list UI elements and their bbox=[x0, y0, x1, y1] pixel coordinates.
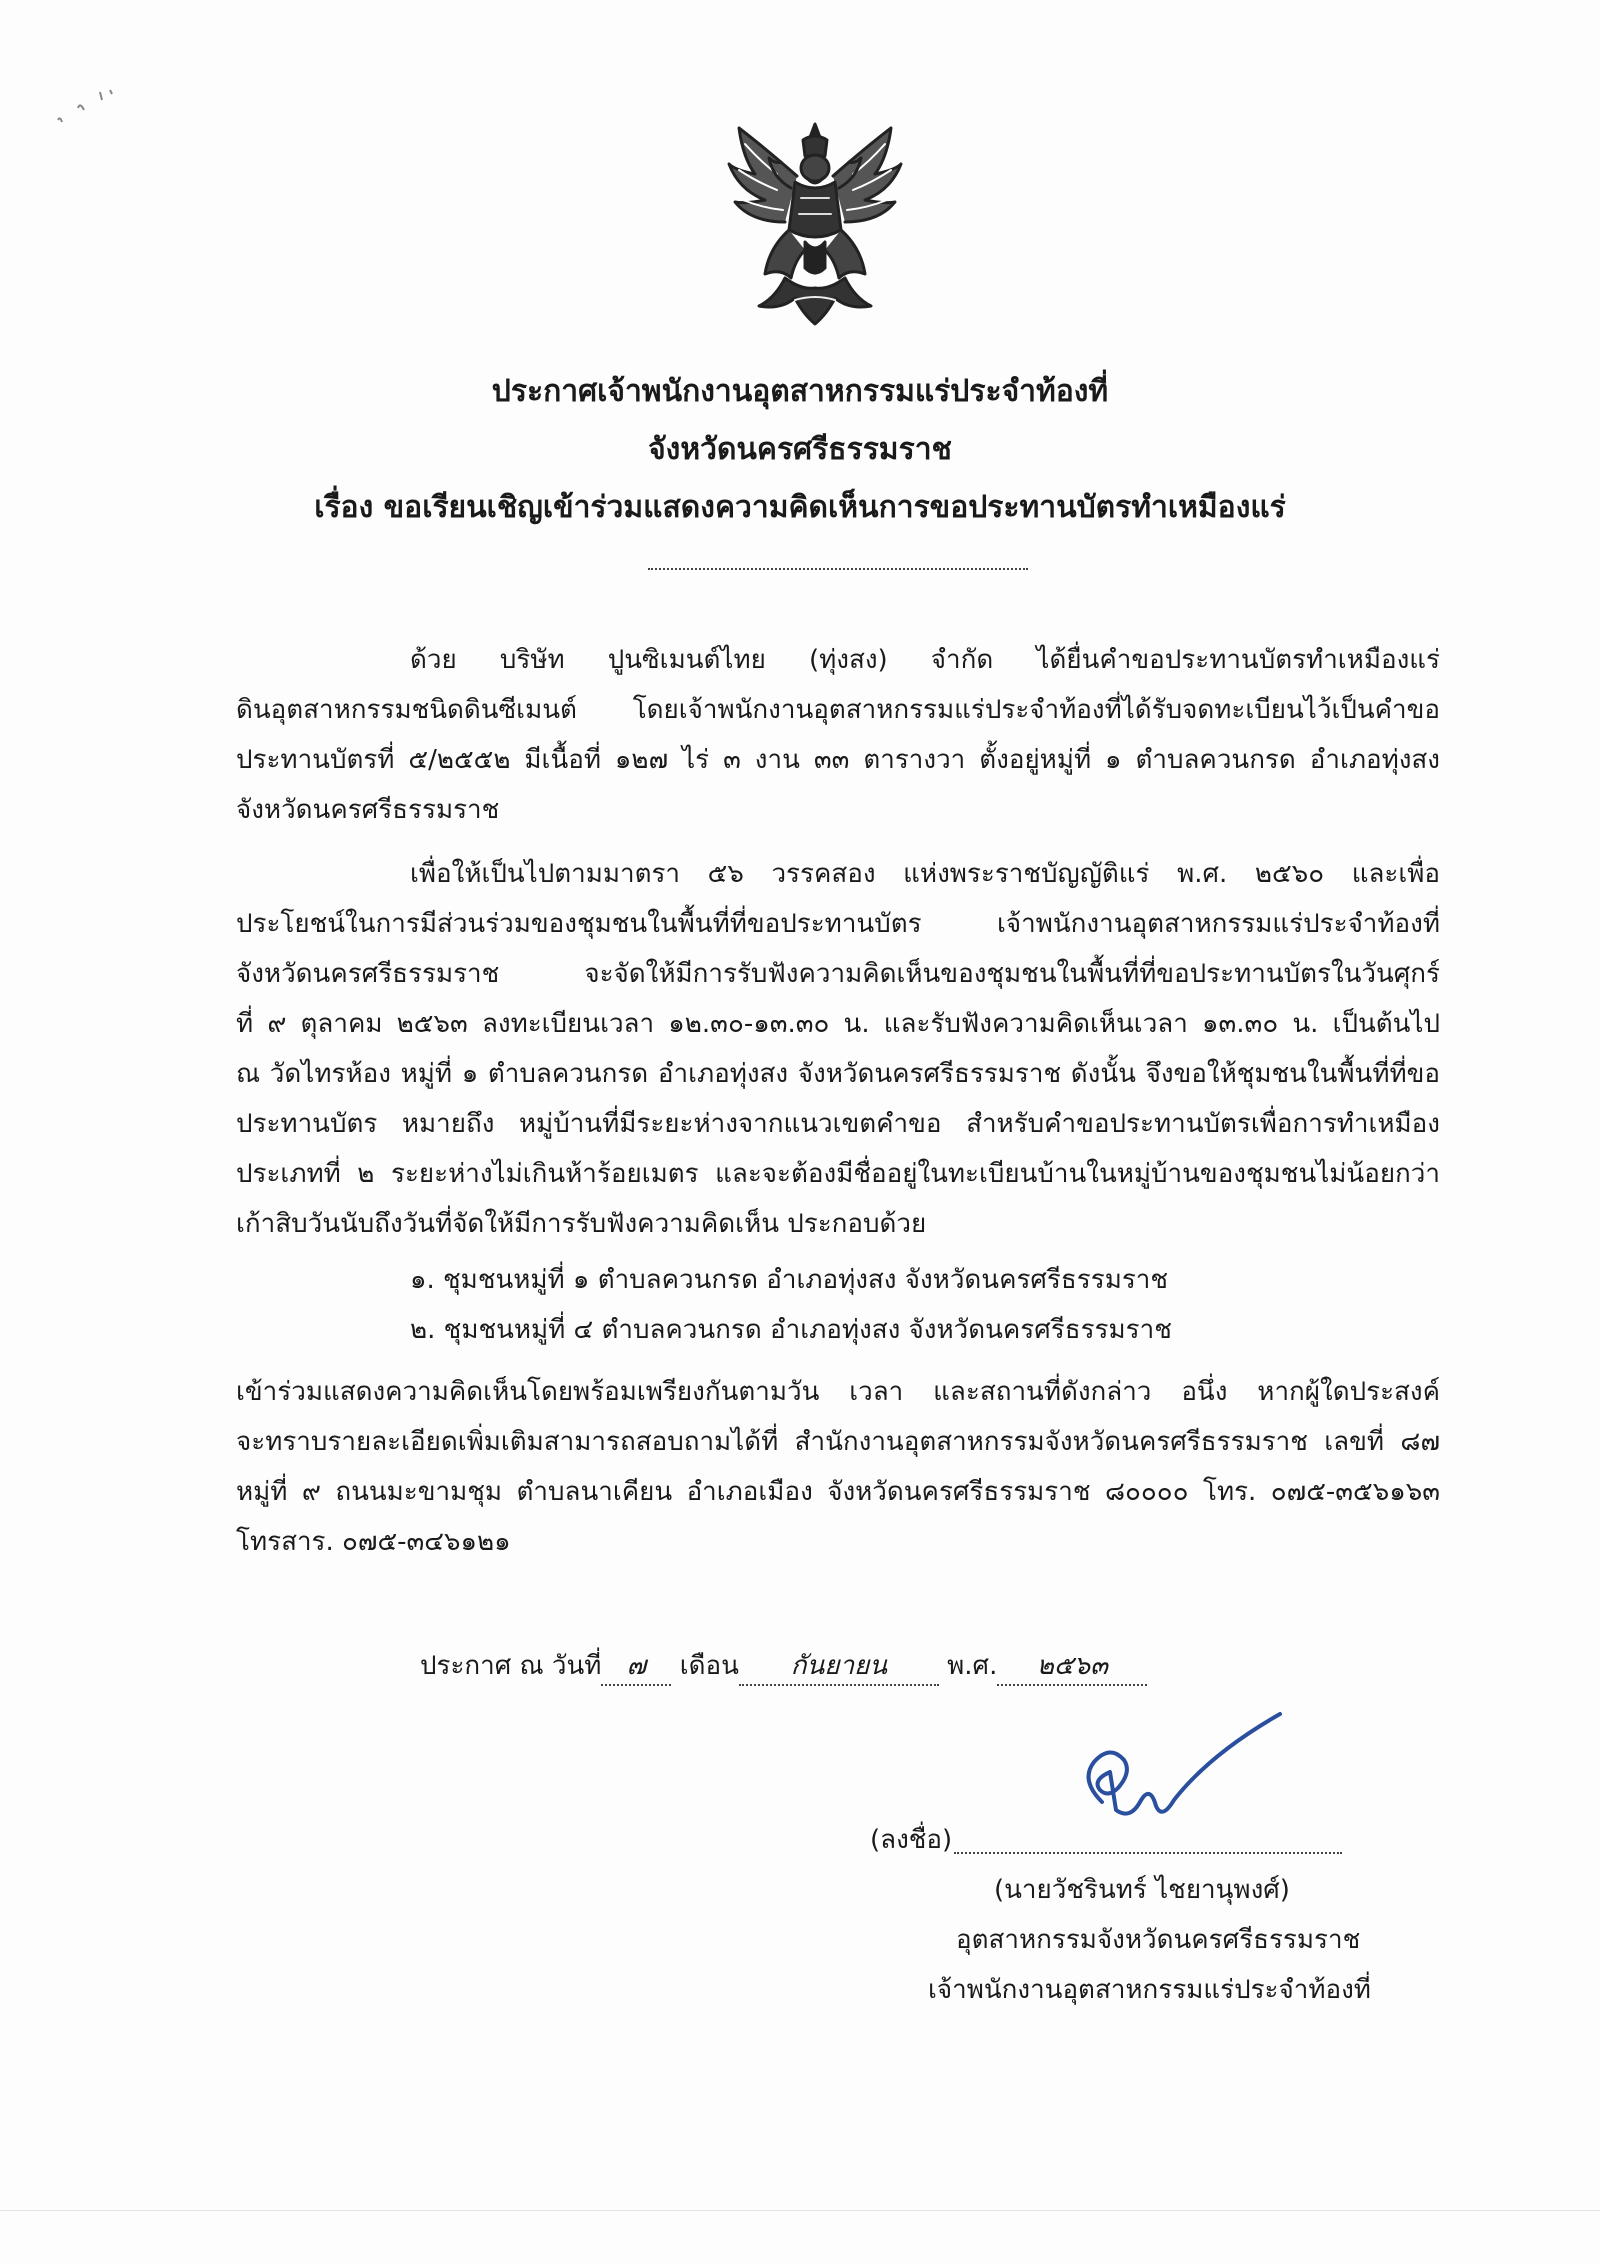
paragraph-2-line: จังหวัดนครศรีธรรมราช จะจัดให้มีการรับฟังความคิดเห็นของชุมชนในพื้นที่ที่ขอประทานบัตรในวันศุกร์ bbox=[236, 959, 1440, 989]
signatory-name: (นายวัชรินทร์ ไชยานุพงศ์) bbox=[994, 1875, 1290, 1905]
announcement-title: ประกาศเจ้าพนักงานอุตสาหกรรมแร่ประจำท้องที่ bbox=[491, 374, 1109, 409]
signature-line bbox=[954, 1852, 1342, 1854]
paragraph-3-line: จะทราบรายละเอียดเพิ่มเติมสามารถสอบถามได้ที่ สำนักงานอุตสาหกรรมจังหวัดนครศรีธรรมราช เลขที่ ๘๗ bbox=[236, 1427, 1440, 1457]
paragraph-1-line: ด้วย บริษัท ปูนซิเมนต์ไทย (ทุ่งสง) จำกัด ได้ยื่นคำขอประทานบัตรทำเหมืองแร่ bbox=[410, 645, 1440, 675]
paragraph-2-line: เก้าสิบวันนับถึงวันที่จัดให้มีการรับฟังความคิดเห็น ประกอบด้วย bbox=[236, 1209, 927, 1239]
paragraph-1-line: ดินอุตสาหกรรมชนิดดินซีเมนต์ โดยเจ้าพนักงานอุตสาหกรรมแร่ประจำท้องที่ได้รับจดทะเบียนไว้เป็นคำขอ bbox=[236, 695, 1440, 725]
scan-marks bbox=[52, 80, 122, 130]
subject-title: เรื่อง ขอเรียนเชิญเข้าร่วมแสดงความคิดเห็นการขอประทานบัตรทำเหมืองแร่ bbox=[314, 490, 1286, 525]
date-month: กันยายน bbox=[739, 1648, 939, 1686]
signatory-title: เจ้าพนักงานอุตสาหกรรมแร่ประจำท้องที่ bbox=[928, 1975, 1371, 2005]
community-list-item: ๒. ชุมชนหมู่ที่ ๔ ตำบลควนกรด อำเภอทุ่งสง จังหวัดนครศรีธรรมราช bbox=[410, 1315, 1172, 1345]
paragraph-1-line: ประทานบัตรที่ ๕/๒๕๕๒ มีเนื้อที่ ๑๒๗ ไร่ ๓ งาน ๓๓ ตารางวา ตั้งอยู่หมู่ที่ ๑ ตำบลควนกรด อำเภอทุ่งสง bbox=[236, 745, 1440, 775]
scan-edge bbox=[0, 2210, 1600, 2211]
date-prefix: ประกาศ ณ วันที่ bbox=[420, 1651, 602, 1681]
paragraph-1-line: จังหวัดนครศรีธรรมราช bbox=[236, 795, 500, 825]
title-separator bbox=[648, 568, 1028, 570]
province-title: จังหวัดนครศรีธรรมราช bbox=[648, 432, 952, 467]
signatory-title: อุตสาหกรรมจังหวัดนครศรีธรรมราช bbox=[956, 1925, 1361, 1955]
signature-label: (ลงชื่อ) bbox=[870, 1825, 953, 1855]
garuda-emblem-icon bbox=[725, 118, 905, 333]
announcement-date bbox=[420, 1648, 1147, 1686]
date-year: ๒๕๖๓ bbox=[997, 1648, 1147, 1686]
paragraph-2-line: ณ วัดไทรห้อง หมู่ที่ ๑ ตำบลควนกรด อำเภอทุ่งสง จังหวัดนครศรีธรรมราช ดังนั้น จึงขอให้ชุมชนในพื้นที่ที่ขอ bbox=[236, 1059, 1440, 1089]
paragraph-2-line: ที่ ๙ ตุลาคม ๒๕๖๓ ลงทะเบียนเวลา ๑๒.๓๐-๑๓.๓๐ น. และรับฟังความคิดเห็นเวลา ๑๓.๓๐ น. เป็นต้นไป bbox=[236, 1009, 1440, 1039]
paragraph-2-line: ประโยชน์ในการมีส่วนร่วมของชุมชนในพื้นที่ที่ขอประทานบัตร เจ้าพนักงานอุตสาหกรรมแร่ประจำท้องที่ bbox=[236, 909, 1440, 939]
date-month-label: เดือน bbox=[679, 1651, 739, 1681]
community-list-item: ๑. ชุมชนหมู่ที่ ๑ ตำบลควนกรด อำเภอทุ่งสง จังหวัดนครศรีธรรมราช bbox=[410, 1265, 1169, 1295]
paragraph-2-line: ประเภทที่ ๒ ระยะห่างไม่เกินห้าร้อยเมตร และจะต้องมีชื่ออยู่ในทะเบียนบ้านในหมู่บ้านของชุมชนไม่น้อยกว่า bbox=[236, 1159, 1440, 1189]
paragraph-3-line: โทรสาร. ๐๗๕-๓๔๖๑๒๑ bbox=[236, 1527, 511, 1557]
date-year-label: พ.ศ. bbox=[947, 1651, 998, 1681]
paragraph-3-line: เข้าร่วมแสดงความคิดเห็นโดยพร้อมเพรียงกันตามวัน เวลา และสถานที่ดังกล่าว อนึ่ง หากผู้ใดประสงค์ bbox=[236, 1377, 1440, 1407]
paragraph-2-line: ประทานบัตร หมายถึง หมู่บ้านที่มีระยะห่างจากแนวเขตคำขอ สำหรับคำขอประทานบัตรเพื่อการทำเหมือง bbox=[236, 1109, 1440, 1139]
date-day: ๗ bbox=[601, 1648, 671, 1686]
paragraph-3-line: หมู่ที่ ๙ ถนนมะขามชุม ตำบลนาเคียน อำเภอเมือง จังหวัดนครศรีธรรมราช ๘๐๐๐๐ โทร. ๐๗๕-๓๕๖๑๖๓ bbox=[236, 1477, 1440, 1507]
paragraph-2-line: เพื่อให้เป็นไปตามมาตรา ๕๖ วรรคสอง แห่งพระราชบัญญัติแร่ พ.ศ. ๒๕๖๐ และเพื่อ bbox=[410, 859, 1440, 889]
handwritten-signature bbox=[1070, 1710, 1310, 1850]
